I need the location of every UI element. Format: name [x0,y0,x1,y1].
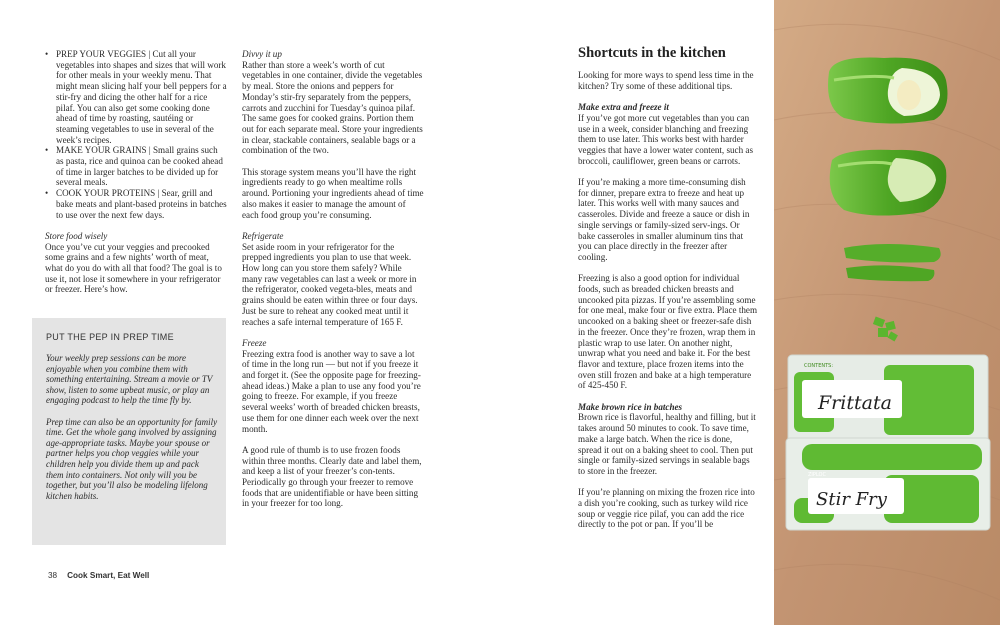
divvy-text: Rather than store a week’s worth of cut vegetables in one container, divide the vegetables by meal. Store the onions and peppers for Monday’s stir-fry separately from the peppers, carrots and zucchini for Tuesday’s quinoa pilaf. The same goes for cooked grains. Portion them out for each separate meal. Store your ingredients in clear, stackable containers, sealable bags or a combination of the two. [242,59,423,156]
bullet-text: Cut all your vegetables into shapes and sizes that will work for other meals in your weekly menu. That might mean slicing half your bell peppers for a stir-fry and dicing the other half for a rice pilaf. You can also get some cooking done ahead of time by roasting, sautéing or steaming vegetables to use in several of the week’s recipes. [56,49,227,145]
prep-tips-list [45,49,227,220]
freeze-text: A good rule of thumb is to use frozen foods within three months. Clearly date and label them, and keep a list of your freezer’s con-tents. Periodically go through your freezer to remove foods that are unidentifiable or have been sitting in your freezer for too long. [242,444,422,509]
book-title: Cook Smart, Eat Well [67,571,150,580]
freeze-heading: Freeze [242,337,267,348]
sidebar-box [32,318,226,545]
refrigerate-heading: Refrigerate [242,230,284,241]
freeze-text: Freezing extra food is another way to save a lot of time in the long run — but not if you freeze it and forget it. (See the opposite page for freezing-ahead ideas.) Make a plan to use any food you’re going to freeze. For example, if you freeze several weeks’ worth of breaded chicken breasts, use them for one dinner each week over the next month. [242,348,421,434]
freezer-bag-frittata [788,355,988,445]
svg-text:ZIPLOC: ZIPLOC [808,472,826,478]
intro-text: Looking for more ways to spend less time in the kitchen? Try some of these additional tips. [578,70,754,91]
list-item: • COOK YOUR PROTEINS | Sear, grill and bake meats and plant-based proteins in batches to use over the next few days. [45,188,227,220]
store-food-text: Once you’ve cut your veggies and precooked some grains and a few nights’ worth of meat, what do you do with all that food? The goal is to use it, not lose it somewhere in your refrigerator or freezer. Here’s how. [45,241,222,295]
divvy-heading: Divvy it up [242,49,282,59]
store-food-heading: Store food wisely [45,230,108,241]
pepper-half-icon [828,58,948,124]
sidebar-paragraph: Your weekly prep sessions can be more enjoyable when you combine them with something entertaining. Stream a movie or TV show, listen to some upbeat music, or play an engaging podcast to help the time fly by. [46,353,213,406]
section-title: Shortcuts in the kitchen [578,45,726,61]
list-item: • MAKE YOUR GRAINS | Small grains such as pasta, rice and quinoa can be cooked ahead of time in larger batches to be divided up for several meals. [45,145,227,188]
middle-column [242,49,424,520]
brown-rice-heading: Make brown rice in batches [578,401,683,412]
bullet-label: COOK YOUR PROTEINS [56,188,156,199]
bullet-text: Sear, grill and bake meats and plant-based proteins in batches to use over the next few days. [56,188,227,220]
bag-label-frittata: Frittata [818,392,892,414]
refrigerate-text: Set aside room in your refrigerator for the prepped ingredients you plan to use that week. How long can you store them safely? While many raw vegetables can last a week or more in the refrigerator, cooked vegeta-bles, meats and grains should be eaten within three or four days. Just be sure to reheat any cooked meat until it reaches a safe internal temperature of 165 F. [242,241,418,327]
bullet-text: Small grains such as pasta, rice and quinoa can be cooked ahead of time in larger batches to be divided up for several meals. [56,145,223,188]
pepper-slice-icon [830,150,947,216]
make-extra-text: If you’ve got more cut vegetables than you can use in a week, consider blanching and freezing them to use later. This works best with harder veggies that have a lower water content, such as broccoli, cauliflower, green beans or carrots. [578,112,753,166]
svg-text:CONTENTS:: CONTENTS: [804,363,834,369]
sidebar-paragraph: Prep time can also be an opportunity for family time. Get the whole gang involved by assigning age-appropriate tasks. Maybe your spouse or partner helps you chop veggies while your children help you divide them up and pack them into containers. Not only will you be together, but you’ll also be modeling lifelong kitchen habits. [46,416,218,501]
make-extra-heading: Make extra and freeze it [578,102,669,113]
planning-text: If you’re planning on mixing the frozen rice into a dish you’re cooking, such as turkey wild rice soup or veggie rice pilaf, you can add the rice directly to the pot or pan. If you’ll be [578,487,755,530]
list-item: • PREP YOUR VEGGIES | Cut all your vegetables into shapes and sizes that will work for other meals in your weekly menu. That might mean slicing half your bell peppers for a stir-fry and dicing the other half for a rice pilaf. You can also get some cooking done ahead of time by roasting, sautéing or steaming vegetables to use in several of the week’s recipes. [45,49,227,145]
pepper-photo [774,0,1000,625]
brown-rice-text: Brown rice is flavorful, healthy and filling, but it takes around 50 minutes to cook. To save time, make a large batch. When the rice is done, spread it out on a baking sheet to cool. Then put single or family-sized servings in sealable bags to store in the freezer. [578,412,756,476]
bullet-label: MAKE YOUR GRAINS [56,145,147,156]
sidebar-body [46,353,218,512]
left-column [45,49,227,306]
storage-text: This storage system means you’ll have the right ingredients ready to go when mealtime rolls around. Portioning your ingredients ahead of time also makes it easier to manage the amount of each food group you’re consuming. [242,166,424,220]
page-number: 38 [48,571,58,580]
freezing-text: Freezing is also a good option for individual foods, such as breaded chicken breasts and uncooked pita pizzas. If you’re assembling some for one meal, make four or five extra. Place them uncooked on a baking sheet or freezer-safe dish in the freezer. Once they’re frozen, wrap them in plastic wrap to use later. On another night, unwrap what you need and bake it. For the best flavor and texture, place frozen items into the oven still frozen and bake at a high temperature of 425-450 F. [578,273,758,391]
dish-text: If you’re making a more time-consuming dish for dinner, prepare extra to freeze and heat up later. This works well with many sauces and casseroles. Divide and freeze a sauce or dish in single servings or family-sized serv-ings. Or bake casseroles in smaller aluminum tins that you can place directly in the freezer after cooling. [578,177,750,262]
right-column [578,70,758,541]
page-footer [48,571,149,580]
freezer-bag-stir-fry [786,438,990,530]
bullet-label: PREP YOUR VEGGIES [56,49,147,59]
sidebar-title: PUT THE PEP IN PREP TIME [46,332,174,342]
bag-label-stir-fry: Stir Fry [816,489,887,510]
